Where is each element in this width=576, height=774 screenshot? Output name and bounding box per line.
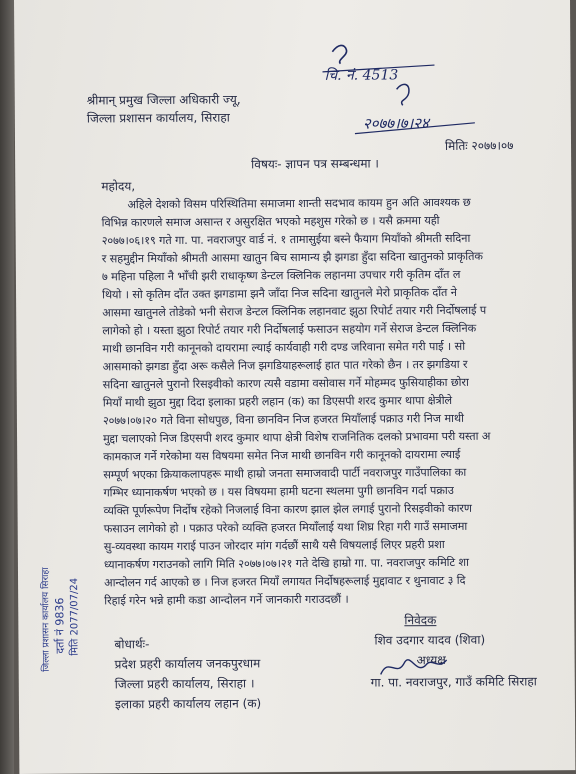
body-line: थियो । सो कृतिम दाँत उक्त झगडामा झनै जाँदा निज सदिना खातुनले मेरो प्राकृतिक दाँत ने <box>102 285 457 302</box>
registration-number-handwritten: चि. नं. 4513 <box>324 67 399 84</box>
received-stamp-number: दर्ता नं 9836 <box>53 597 67 654</box>
body-line: माथी छानविन गरी कानूनको दायरामा ल्याई कार्यवाही गरी दण्ड जरिवाना समेत गरी पार्ई । सो <box>102 339 466 356</box>
body-line: आन्दोलन गर्द आएको छ । निज हजरत मियाँ लगायत निर्दोषहरूलाई मुद्दावाट र थुनावाट ३ दि <box>104 573 466 590</box>
received-stamp-office: जिल्ला प्रशासन कार्यालय सिराहा <box>40 567 52 672</box>
body-line: मियाँ माथी झुठा मुद्दा दिदा इलाका प्रहरी लहान (क) का डिएसपी शरद कुमार थापा क्षेत्रीले <box>102 393 453 410</box>
body-line: सदिना खातुनले पुरानो रिसइवीको कारण त्यसै वडामा वसोवास गर्ने मोहम्मद फुसियाहीका छोरा <box>102 375 469 392</box>
applicant-title: निवेदक <box>404 613 437 628</box>
body-line: आसमा खातुनले तोडेको भनी सेराज डेन्टल क्लिनिक लहानवाट झुठा रिपोर्ट तयार गरी निर्दोषलाई प <box>102 303 487 320</box>
received-stamp <box>28 567 128 672</box>
body-line: २०७७।०६।१९ गते गा. पा. नवराजपुर वार्ड नं. १ तामासुईया बस्ने फैयाग मियाँको श्रीमती सदिना <box>101 231 471 248</box>
letter-page <box>14 0 575 774</box>
body-line: ७ महिना पहिला नै भाँची झरी राधाकृष्ण डेन्टल क्लिनिक लहानमा उपचार गरी कृतिम दाँत ल <box>101 267 461 284</box>
registration-date-handwritten: २०७७।७।२४ <box>362 114 429 133</box>
body-line: सु-व्यवस्था कायम गराई पाउन जोरदार मांग गर्दछौं साथै यसै विषयलाई लिएर प्रहरी प्रशा <box>103 538 445 554</box>
cc-line: इलाका प्रहरी कार्यालय लहान (क) <box>114 696 262 712</box>
body-line: २०७७।०७।२० गते विना सोधपुछ, विना छानविन निज हजरत मियाँलाई पक्राउ गरी निज माथी <box>102 411 464 428</box>
cc-title: बोधार्थः- <box>114 637 150 652</box>
cc-line: प्रदेश प्रहरी कार्यालय जनकपुरधाम <box>114 656 261 672</box>
body-line: मुद्दा चलाएको निज डिएसपी शरद कुमार थापा क्षेत्री विशेष राजनितिक दलको प्रभावमा परी यस्ता अ <box>103 429 491 446</box>
received-stamp-date: मिति 2077/07/24 <box>69 577 81 656</box>
body-line: फसाउन लागेको हो । पक्राउ परेको व्यक्ति हजरत मियाँलाई यथा शिघ्र रिहा गरी गाउँ समाजमा <box>103 519 468 536</box>
addressee-line-2: जिल्ला प्रशासन कार्यालय, सिराहा <box>86 110 230 126</box>
subject-line: विषयः- ज्ञापन पत्र सम्बन्धमा । <box>251 156 380 172</box>
body-line: र सहमुद्दीन मियाँको श्रीमती आसमा खातुन बिच सामान्य झै झगडा हुँदा सदिना खातुनको प्राकृतिक <box>101 249 483 266</box>
body-line: रिहाई गरेन भन्ने हामी कडा आन्दोलन गर्ने जानकारी गराउदछौं । <box>104 592 349 608</box>
body-line: आसमाको झगडा हुँदा अरू कसैले निज झगडियाहरूलाई हात पात गरेको छैन । तर झगडिया र <box>102 357 468 374</box>
cc-line: जिल्ला प्रहरी कार्यालय, सिराहा । <box>114 676 255 692</box>
body-line: ध्यानाकर्षण गराउनको लागि मिति २०७७।०७।२१ गते देखि हाम्रो गा. पा. नवराजपुर कमिटि शा <box>103 555 469 572</box>
applicant-role: अध्यक्ष <box>416 653 446 668</box>
letter-date: मितिः २०७७।०७ <box>444 138 514 153</box>
body-line: कामकाज गर्ने गरेकोमा यस विषयमा समेत निज माथी छानविन गरी कानूनको दायरामा ल्याई <box>103 447 461 464</box>
body-line: गम्भिर ध्यानाकर्षण भएको छ । यस विषयमा हामी घटना स्थलमा पुगी छानविन गर्दा पक्राउ <box>103 483 454 500</box>
body-line: लागेको हो । यस्ता झुठा रिपोर्ट तयार गरी निर्दोषलाई फसाउन सहयोग गर्ने सेराज डेन्टल क्लिनिक <box>102 321 477 338</box>
handwritten-signature <box>379 652 449 682</box>
body-line: व्यक्ति पूर्णरूपेण निर्दोष रहेको निजलाई विना कारण झाल झेल लगाई पुरानो रिसइवीको कारण <box>103 501 472 518</box>
handwritten-registration-note <box>314 37 497 136</box>
body-line: विभिन्न कारणले समाज असान्त र असुरक्षित भएको महशुस गरेको छ । यसै क्रममा यही <box>101 214 440 230</box>
body-line: सम्पूर्ण भएका क्रियाकलापहरू माथी हाम्रो जनता समाजवादी पार्टी नवराजपुर गाउँपालिका का <box>103 465 467 482</box>
applicant-name: शिव उदगार यादव (शिवा) <box>374 632 486 648</box>
body-line: अहिले देशको विसम परिस्थितिमा समाजमा शान्ती सदभाव कायम हुन अति आवश्यक छ <box>127 195 471 212</box>
greeting: महोदय, <box>101 179 136 194</box>
applicant-organization: गा. पा. नवराजपुर, गाउँ कमिटि सिराहा <box>370 674 537 690</box>
desk-edge <box>0 0 14 774</box>
addressee-line-1: श्रीमान् प्रमुख जिल्ला अधिकारी ज्यू, <box>86 92 241 108</box>
